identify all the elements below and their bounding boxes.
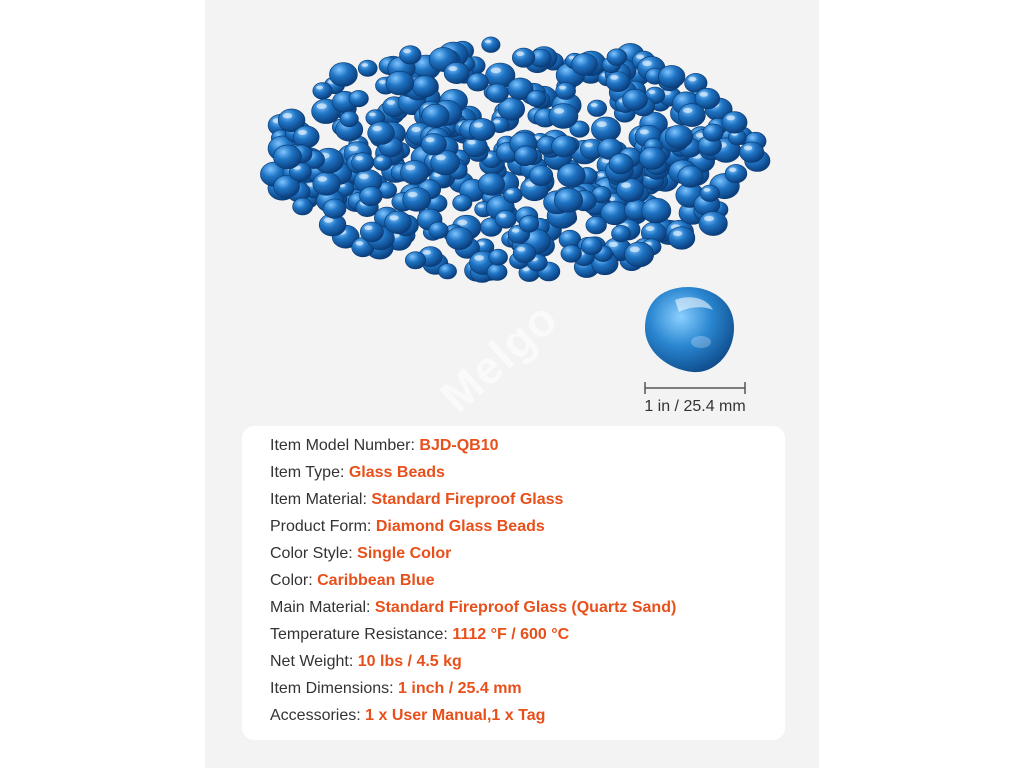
spec-value: Caribbean Blue xyxy=(317,572,435,589)
spec-row-form xyxy=(270,517,545,537)
spec-key: Accessories: xyxy=(270,707,366,724)
spec-key: Item Model Number: xyxy=(270,437,420,454)
spec-row-model xyxy=(270,436,499,456)
spec-row-material xyxy=(270,490,563,510)
spec-key: Item Material: xyxy=(270,491,372,508)
spec-row-main-material xyxy=(270,598,676,618)
spec-value: 1112 °F / 600 °C xyxy=(452,626,570,643)
spec-value: Standard Fireproof Glass (Quartz Sand) xyxy=(374,599,677,616)
scale-bar xyxy=(643,378,747,398)
spec-key: Item Type: xyxy=(270,464,349,481)
spec-key: Net Weight: xyxy=(270,653,358,670)
spec-key: Color: xyxy=(270,572,318,589)
specifications-card xyxy=(242,426,785,740)
spec-row-color xyxy=(270,571,434,591)
spec-key: Color Style: xyxy=(270,545,358,562)
product-panel xyxy=(205,0,819,768)
spec-value: Standard Fireproof Glass xyxy=(371,491,564,508)
spec-value: Glass Beads xyxy=(348,464,445,481)
spec-key: Temperature Resistance: xyxy=(270,626,453,643)
spec-value: 1 x User Manual,1 x Tag xyxy=(365,707,546,724)
spec-key: Item Dimensions: xyxy=(270,680,399,697)
spec-row-dimensions xyxy=(270,679,522,699)
spec-value: Diamond Glass Beads xyxy=(375,518,545,535)
spec-key: Main Material: xyxy=(270,599,375,616)
spec-value: 1 inch / 25.4 mm xyxy=(398,680,522,697)
scale-label: 1 in / 25.4 mm xyxy=(644,398,746,415)
spec-value: 10 lbs / 4.5 kg xyxy=(357,653,462,670)
spec-row-temperature xyxy=(270,625,569,645)
spec-row-type xyxy=(270,463,445,483)
spec-value: BJD-QB10 xyxy=(419,437,499,454)
spec-value: Single Color xyxy=(357,545,452,562)
single-bead-image xyxy=(635,280,745,380)
glass-beads-pile-image xyxy=(255,28,775,288)
spec-row-color-style xyxy=(270,544,451,564)
spec-row-accessories xyxy=(270,706,545,726)
spec-key: Product Form: xyxy=(270,518,376,535)
spec-row-weight xyxy=(270,652,462,672)
watermark: Melgo xyxy=(430,291,568,423)
